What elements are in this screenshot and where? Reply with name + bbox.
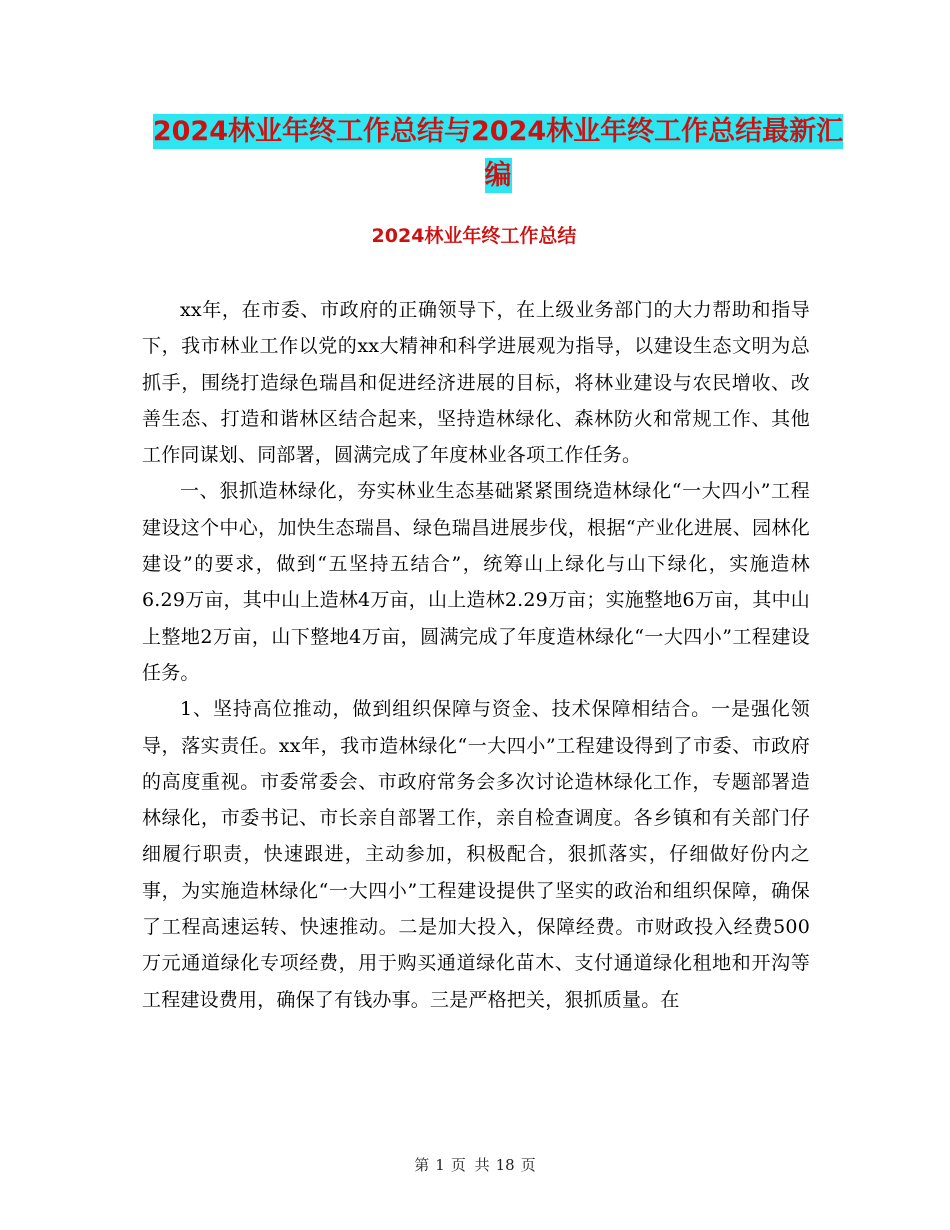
- body-paragraph: 一、狠抓造林绿化，夯实林业生态基础紧紧围绕造林绿化“一大四小”工程建设这个中心，加快生态瑞昌、绿色瑞昌进展步伐，根据“产业化进展、园林化建设”的要求，做到“五坚持五结合”，统筹山上绿化与山下绿化，实施造林6.29万亩，其中山上造林4万亩，山上造林2.29万亩；实施整地6万亩，其中山上整地2万亩，山下整地4万亩，圆满完成了年度造林绿化“一大四小”工程建设任务。: [142, 480, 810, 684]
- footer-current-page: 1: [435, 1156, 445, 1174]
- body-paragraph: 1、坚持高位推动，做到组织保障与资金、技术保障相结合。一是强化领导，落实责任。xx年，我市造林绿化“一大四小”工程建设得到了市委、市政府的高度重视。市委常委会、市政府常务会多次讨论造林绿化工作，专题部署造林绿化，市委书记、市长亲自部署工作，亲自检查调度。各乡镇和有关部门仔细履行职责，快速跟进，主动参加，积极配合，狠抓落实，仔细做好份内之事，为实施造林绿化“一大四小”工程建设提供了坚实的政治和组织保障，确保了工程高速运转、快速推动。二是加大投入，保障经费。市财政投入经费500万元通道绿化专项经费，用于购买通道绿化苗木、支付通道绿化租地和开沟等工程建设费用，确保了有钱办事。三是严格把关，狠抓质量。在: [142, 698, 810, 1011]
- footer-suffix: 页: [520, 1156, 536, 1174]
- document-title-highlight: 2024林业年终工作总结与2024林业年终工作总结最新汇编: [152, 116, 844, 191]
- footer-middle: 页 共: [450, 1156, 490, 1174]
- page-footer: [0, 1154, 950, 1175]
- body-paragraph: xx年，在市委、市政府的正确领导下，在上级业务部门的大力帮助和指导下，我市林业工作以党的xx大精神和科学进展观为指导，以建设生态文明为总抓手，围绕打造绿色瑞昌和促进经济进展的目标，将林业建设与农民增收、改善生态、打造和谐林区结合起来，坚持造林绿化、森林防火和常规工作、其他工作同谋划、同部署，圆满完成了年度林业各项工作任务。: [142, 299, 810, 467]
- document-body: [142, 292, 810, 1018]
- section-title: 2024林业年终工作总结: [371, 225, 577, 247]
- footer-prefix: 第: [414, 1156, 430, 1174]
- document-title: [140, 110, 856, 198]
- footer-total-pages: 18: [495, 1156, 515, 1174]
